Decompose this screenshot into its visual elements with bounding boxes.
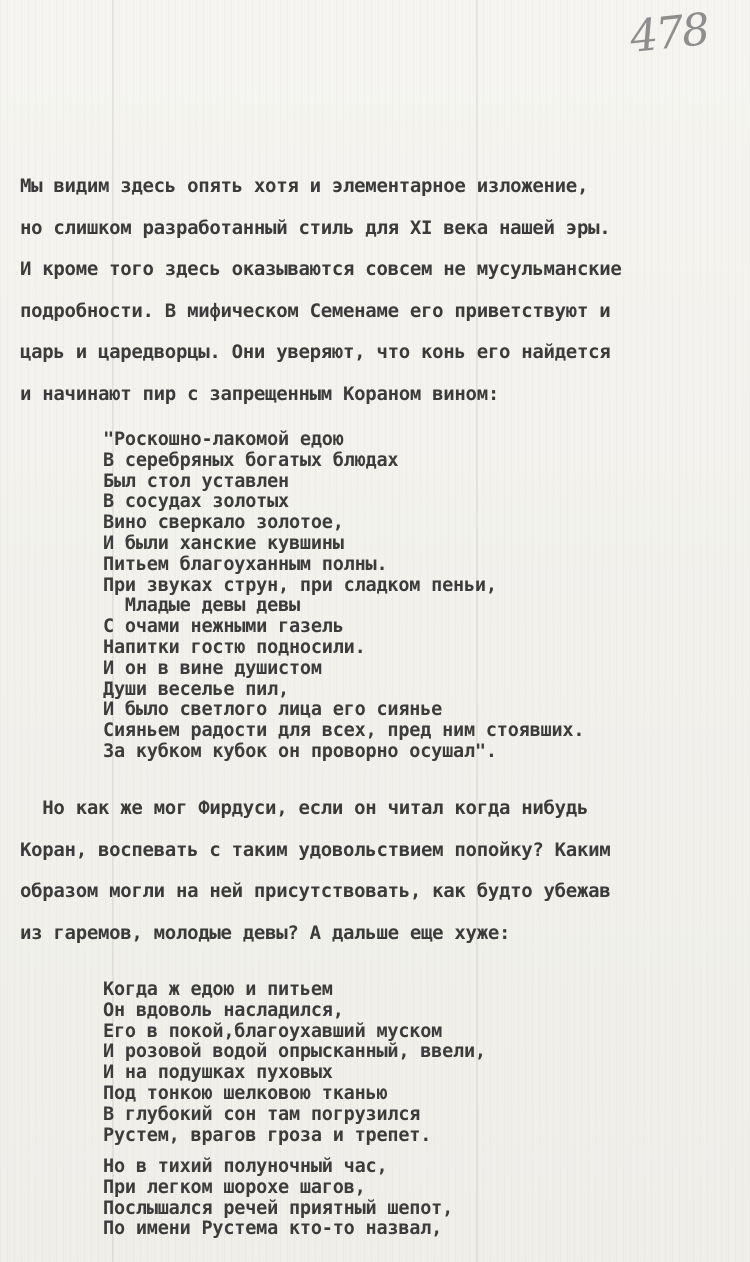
verse-line: И на подушках пуховых — [103, 1062, 333, 1084]
text-line: но слишком разработанный стиль для XI века нашей эры. — [20, 216, 611, 239]
verse-line: Души веселье пил, — [103, 678, 289, 700]
verse-line: И он в вине душистом — [103, 657, 322, 679]
verse-quote-3 — [103, 1157, 453, 1240]
verse-quote-1 — [103, 430, 584, 763]
verse-line: С очами нежными газель — [103, 616, 344, 638]
verse-line: При легком шорохе шагов, — [103, 1176, 366, 1198]
text-line: подробности. В мифическом Семенаме его приветствуют и — [20, 299, 611, 322]
paragraph-1 — [20, 166, 745, 416]
handwritten-page-number: 478 — [627, 4, 711, 63]
text-line: из гаремов, молодые девы? А дальше еще хуже: — [20, 921, 511, 944]
verse-line: И было светлого лица его сиянье — [103, 699, 443, 721]
verse-line: Сияньем радости для всех, пред ним стоявших. — [103, 720, 585, 742]
verse-line: Под тонкою шелковою тканью — [103, 1082, 388, 1104]
text-line: и начинают пир с запрещенным Кораном вином: — [20, 382, 499, 405]
verse-line: Младые девы девы — [103, 595, 300, 617]
text-line: И кроме того здесь оказываются совсем не мусульманские — [20, 258, 622, 281]
verse-line: "Роскошно-лакомой едою — [103, 429, 344, 450]
verse-line: За кубком кубок он проворно осушал". — [103, 740, 497, 762]
text-line: Мы видим здесь опять хотя и элементарное изложение, — [20, 175, 589, 197]
verse-line: Его в покой,благоухавший муском — [103, 1020, 443, 1042]
verse-line: В сосудах золотых — [103, 491, 289, 513]
verse-line: И были ханские кувшины — [103, 532, 344, 554]
verse-line: Послышался речей приятный шепот, — [103, 1197, 454, 1219]
verse-quote-2 — [103, 980, 486, 1146]
verse-line: Питьем благоуханным полны. — [103, 553, 388, 575]
verse-line: В глубокий сон там погрузился — [103, 1103, 421, 1125]
verse-line: При звуках струн, при сладком пеньи, — [103, 574, 497, 596]
text-line: царь и царедворцы. Они уверяют, что конь его найдется — [20, 341, 611, 364]
text-line: Коран, воспевать с таким удовольствием попойку? Каким — [20, 838, 611, 861]
verse-line: Когда ж едою и питьем — [103, 979, 333, 1000]
verse-line: Рустем, врагов гроза и трепет. — [103, 1124, 432, 1146]
paragraph-2 — [20, 788, 745, 954]
verse-line: Был стол уставлен — [103, 470, 289, 492]
verse-line: В серебряных богатых блюдах — [103, 449, 399, 471]
verse-line: Вино сверкало золотое, — [103, 512, 344, 534]
verse-line: Напитки гостю подносили. — [103, 636, 366, 658]
verse-line: И розовой водой опрысканный, ввели, — [103, 1041, 486, 1063]
text-line: Но как же мог Фирдуси, если он читал когда нибудь — [20, 797, 589, 819]
verse-line: Но в тихий полуночный час, — [103, 1156, 388, 1177]
text-line: образом могли на ней присутствовать, как будто убежав — [20, 880, 611, 903]
verse-line: По имени Рустема кто-то назвал, — [103, 1218, 443, 1240]
verse-line: Он вдоволь насладился, — [103, 999, 344, 1021]
